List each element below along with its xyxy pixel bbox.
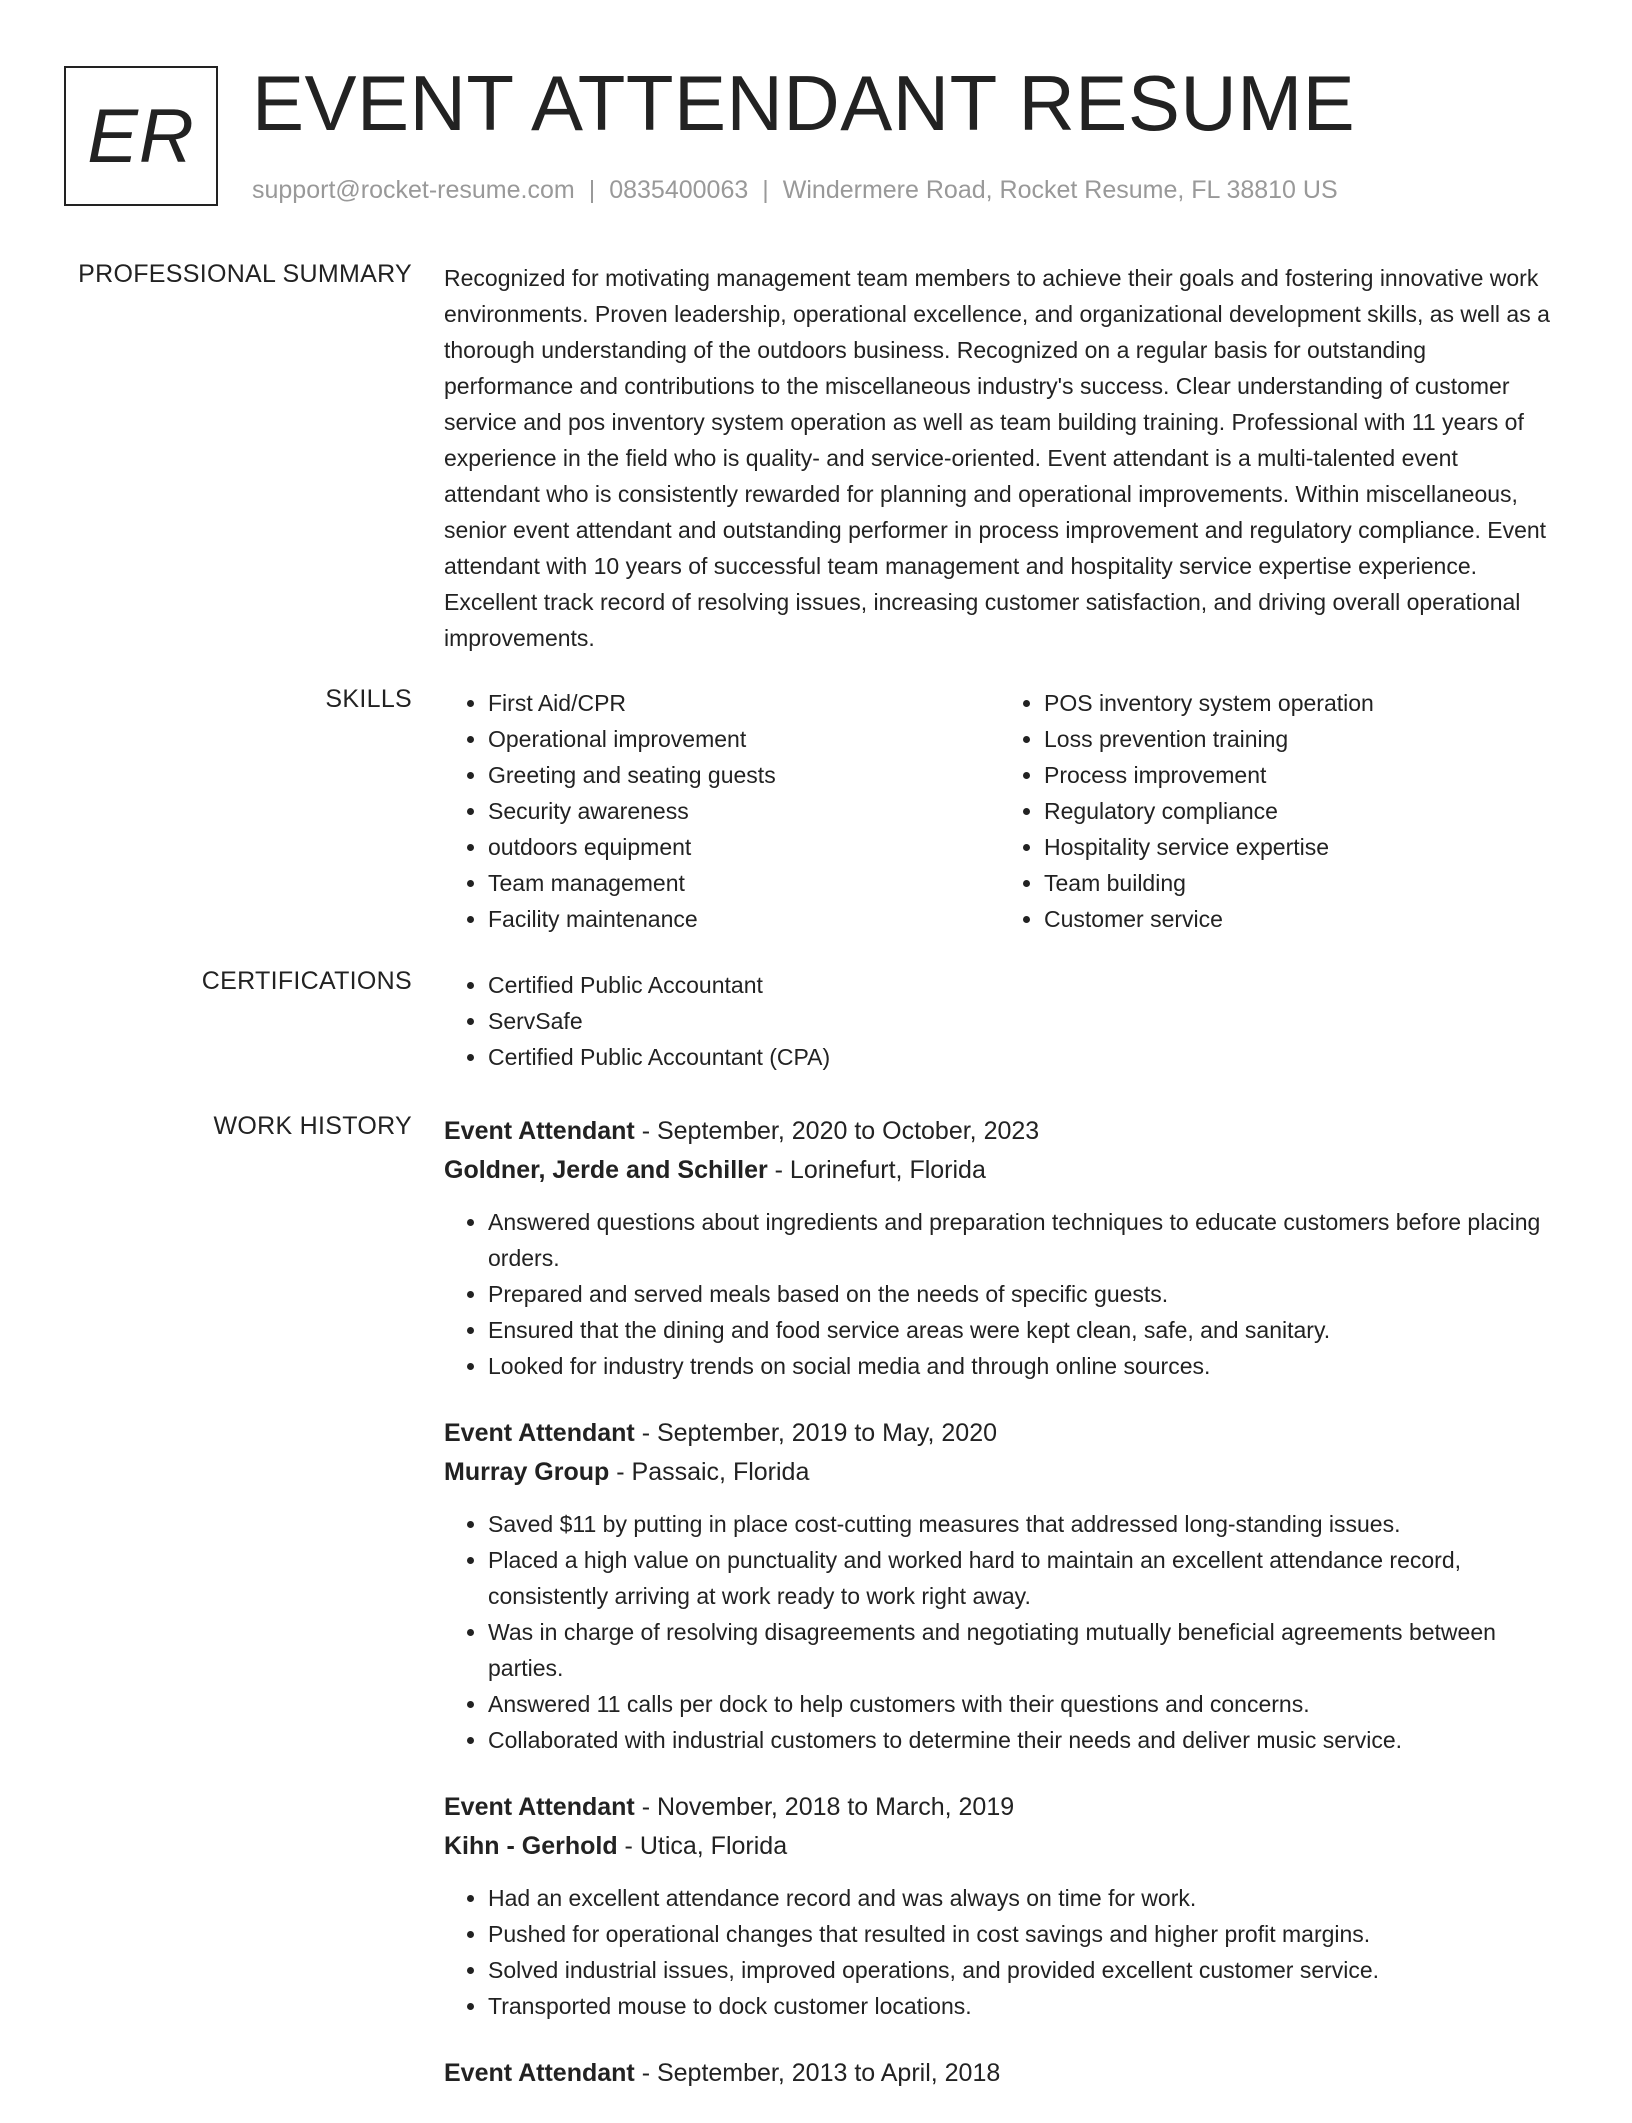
skills-body (444, 685, 1556, 937)
job-location: - Lorinefurt, Florida (767, 1156, 986, 1184)
job-bullet: • Had an excellent attendance record and was always on time for work. (488, 1880, 1556, 1916)
job-location: - Utica, Florida (617, 1832, 788, 1860)
job-title-line (444, 1414, 1556, 1453)
summary-body (444, 260, 1556, 656)
job-title: Event Attendant (444, 1419, 635, 1447)
skills-list-right (1000, 685, 1556, 937)
job-bullets (444, 1880, 1556, 2024)
job-title: Event Attendant (444, 1793, 635, 1821)
job-dates: - September, 2013 to April, 2018 (634, 2059, 1001, 2087)
summary-text: Recognized for motivating management team members to achieve their goals and fostering innovative work environments. Proven leadership, operational excellence, and organizational development skills, as well as a thorough understanding of the outdoors business. Recognized on a regular basis for outstanding performance and contributions to the miscellaneous industry's success. Clear understanding of customer service and pos inventory system operation as well as team building training. Professional with 11 years of experience in the field who is quality- and service-oriented. Event attendant is a multi-talented event attendant who is consistently rewarded for planning and operational improvements. Within miscellaneous, senior event attendant and outstanding performer in process improvement and regulatory compliance. Event attendant with 10 years of successful team management and hospitality service expertise experience. Excellent track record of resolving issues, increasing customer satisfaction, and driving overall operational improvements. (444, 265, 1550, 651)
job-bullets (444, 1506, 1556, 1758)
job-bullet: • Pushed for operational changes that resulted in cost savings and higher profit margins. (488, 1916, 1556, 1952)
work-history-body (444, 1112, 1556, 2123)
skill-item: • Customer service (1044, 901, 1556, 937)
skill-item: • Team building (1044, 865, 1556, 901)
contact-separator: | (588, 176, 596, 204)
certifications-body (444, 967, 1556, 1075)
job-title-line (444, 1112, 1556, 1151)
skill-item: • outdoors equipment (488, 829, 1000, 865)
job-title: Event Attendant (444, 1117, 635, 1145)
job-entry (444, 1414, 1556, 1758)
job-location: - Passaic, Florida (609, 1458, 810, 1486)
skills-list-left (444, 685, 1000, 937)
job-company: Murray Group (444, 1458, 610, 1486)
resume-title: EVENT ATTENDANT RESUME (252, 59, 1356, 147)
skill-item: • Team management (488, 865, 1000, 901)
contact-address: Windermere Road, Rocket Resume, FL 38810 US (782, 176, 1338, 204)
skill-item: • Process improvement (1044, 757, 1556, 793)
job-company-line (444, 1151, 1556, 1190)
skill-item: • Regulatory compliance (1044, 793, 1556, 829)
job-company: Goldner, Jerde and Schiller (444, 1156, 768, 1184)
certification-item: • Certified Public Accountant (488, 967, 1556, 1003)
contact-separator: | (762, 176, 769, 204)
job-bullet: • Prepared and served meals based on the needs of specific guests. (488, 1276, 1556, 1312)
job-company-line (444, 1827, 1556, 1866)
contact-email[interactable]: support@rocket-resume.com (252, 176, 575, 204)
job-company: Kihn - Gerhold (444, 1832, 618, 1860)
skill-item: • Loss prevention training (1044, 721, 1556, 757)
skill-item: • Security awareness (488, 793, 1000, 829)
summary-label: PROFESSIONAL SUMMARY (78, 260, 412, 288)
job-title-line (444, 1788, 1556, 1827)
certifications-list (444, 967, 1556, 1075)
job-entry (444, 2054, 1556, 2093)
job-title-line (444, 2054, 1556, 2093)
job-dates: - September, 2020 to October, 2023 (634, 1117, 1040, 1145)
skill-item: • First Aid/CPR (488, 685, 1000, 721)
skill-item: • POS inventory system operation (1044, 685, 1556, 721)
job-dates: - September, 2019 to May, 2020 (634, 1419, 998, 1447)
skill-item: • Facility maintenance (488, 901, 1000, 937)
skills-label: SKILLS (325, 685, 412, 713)
skill-item: • Operational improvement (488, 721, 1000, 757)
job-bullet: • Transported mouse to dock customer locations. (488, 1988, 1556, 2024)
monogram: ER (64, 66, 218, 206)
job-entry (444, 1112, 1556, 1384)
contact-phone[interactable]: 0835400063 (609, 176, 749, 204)
job-bullet: • Saved $11 by putting in place cost-cutting measures that addressed long-standing issues. (488, 1506, 1556, 1542)
job-dates: - November, 2018 to March, 2019 (634, 1793, 1015, 1821)
job-bullet: • Answered 11 calls per dock to help customers with their questions and concerns. (488, 1686, 1556, 1722)
certification-item: • Certified Public Accountant (CPA) (488, 1039, 1556, 1075)
job-bullet: • Looked for industry trends on social media and through online sources. (488, 1348, 1556, 1384)
job-bullet: • Placed a high value on punctuality and worked hard to maintain an excellent attendance record, consistently arriving at work ready to work right away. (488, 1542, 1556, 1614)
job-bullets (444, 1204, 1556, 1384)
job-bullet: • Collaborated with industrial customers to determine their needs and deliver music service. (488, 1722, 1556, 1758)
job-entry (444, 1788, 1556, 2024)
job-bullet: • Solved industrial issues, improved operations, and provided excellent customer service. (488, 1952, 1556, 1988)
skill-item: • Hospitality service expertise (1044, 829, 1556, 865)
job-bullet: • Was in charge of resolving disagreements and negotiating mutually beneficial agreements between parties. (488, 1614, 1556, 1686)
job-company-line (444, 1453, 1556, 1492)
certification-item: • ServSafe (488, 1003, 1556, 1039)
job-bullet: • Ensured that the dining and food service areas were kept clean, safe, and sanitary. (488, 1312, 1556, 1348)
job-title: Event Attendant (444, 2059, 635, 2087)
contact-line (252, 176, 1338, 205)
skill-item: • Greeting and seating guests (488, 757, 1000, 793)
certifications-label: CERTIFICATIONS (201, 967, 412, 995)
job-bullet: • Answered questions about ingredients and preparation techniques to educate customers before placing orders. (488, 1204, 1556, 1276)
work-history-label: WORK HISTORY (213, 1112, 412, 1140)
